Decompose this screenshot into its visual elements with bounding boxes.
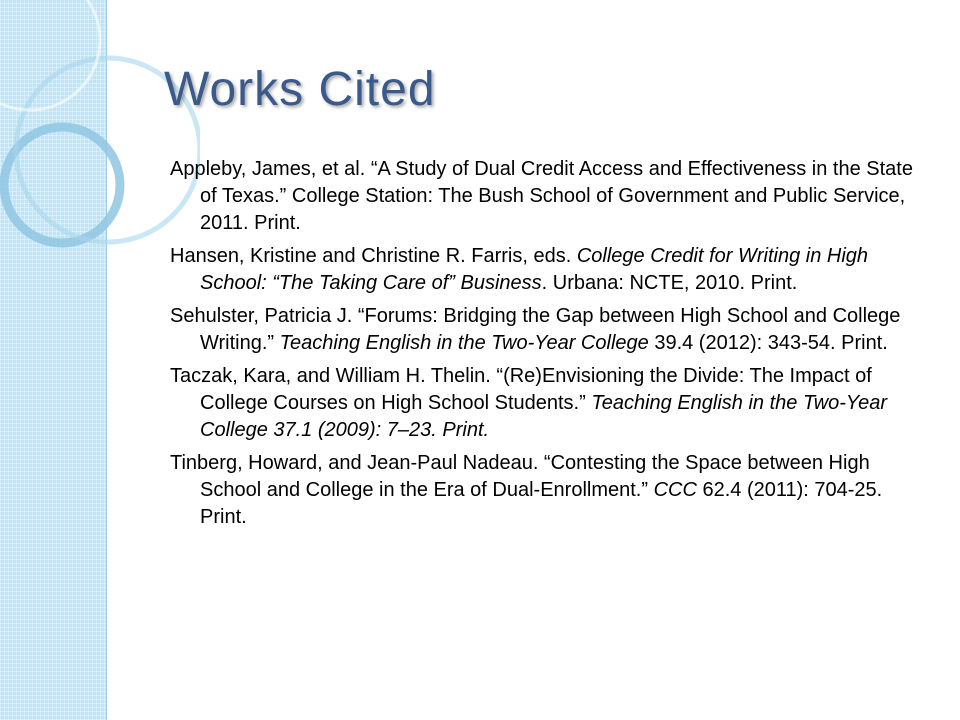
citation-entry: [170, 243, 925, 297]
citation-text: . Urbana: NCTE, 2010. Print.: [541, 272, 798, 294]
citation-italic-text: Teaching English in the Two-Year College: [279, 332, 649, 354]
citation-list: [170, 156, 925, 537]
citation-italic-text: CCC: [653, 479, 697, 501]
citation-text: Hansen, Kristine and Christine R. Farris, eds.: [170, 245, 577, 267]
slide-title: Works Cited: [164, 63, 436, 116]
decorative-side-band: [0, 0, 107, 720]
citation-entry: [170, 450, 925, 531]
citation-text: Appleby, James, et al. “A Study of Dual Credit Access and Effectiveness in the State of Texas.” College Station: The Bush School of Government and Public Service, 2011. Print.: [170, 158, 913, 234]
citation-text: 39.4 (2012): 343-54. Print.: [648, 332, 888, 354]
citation-text: Sehulster, Patricia J. “Forums: Bridging the Gap between High School and College Writing.”: [170, 305, 901, 354]
citation-entry: [170, 363, 925, 444]
citation-italic-text: College Credit for Writing in High School: “The Taking Care of” Business: [200, 245, 869, 294]
citation-entry: [170, 303, 925, 357]
citation-text: Taczak, Kara, and William H. Thelin. “(Re)Envisioning the Divide: The Impact of College Courses on High School Students.”: [170, 365, 872, 414]
citation-entry: [170, 156, 925, 237]
citation-italic-text: Teaching English in the Two-Year College 37.1 (2009): 7–23. Print.: [200, 392, 888, 441]
citation-text: 62.4 (2011): 704-25. Print.: [200, 479, 883, 528]
citation-text: Tinberg, Howard, and Jean-Paul Nadeau. “Contesting the Space between High School and College in the Era of Dual-Enrollment.”: [170, 452, 870, 501]
